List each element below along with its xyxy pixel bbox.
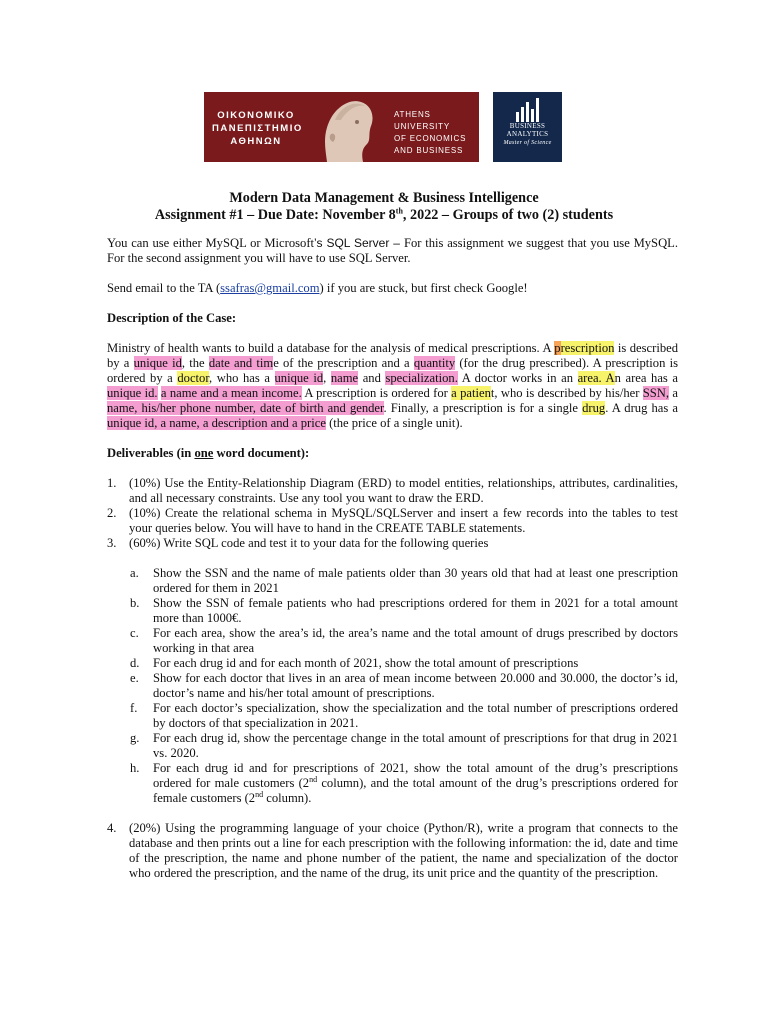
ba-logo-subtext: Master of Science — [503, 140, 552, 146]
document-body — [107, 236, 678, 881]
ba-logo-text: BUSINESS — [509, 122, 546, 130]
aueb-english-line: ATHENS UNIVERSITY — [394, 110, 451, 131]
aueb-greek-line: ΠΑΝΕΠΙΣΤΗΜΙΟ — [212, 123, 303, 134]
title-line: Assignment #1 – Due Date: November 8th, 2022 – Groups of two (2) students — [154, 206, 614, 223]
deliverable-item: 2. (10%) Create the relational schema in MySQL/SQLServer and insert a few records into the tables to test your queries below. You will have to hand in the CREATE TABLE statements. — [107, 506, 678, 535]
query-item: c. For each area, show the area’s id, the area’s name and the total amount of drugs prescribed by doctors working in that area — [130, 626, 678, 655]
contact-paragraph: Send email to the TA (ssafras@gmail.com) if you are stuck, but first check Google! — [107, 281, 528, 295]
query-item: b. Show the SSN of female patients who had prescriptions ordered for them in 2021 for a total amount more than 1000€. — [130, 596, 678, 625]
aueb-greek-line: ΑΘΗΝΩΝ — [230, 136, 282, 147]
document-title — [0, 190, 768, 224]
deliverable-item: 3. (60%) Write SQL code and test it to your data for the following queries a. Show the SSN and the name of male patients older than 30 years old that had at least one prescription ordered for them in 2021 b. Show the SSN of female patients who had prescriptions ordered for them in 2021 for a total amount more than 1000€. c. For each area, show the area’s id, the area’s name and the total amount of drugs prescribed by doctors working in that area d. For each drug id and for each month of 2021, show the total amount of prescriptions e. Show for each doctor that lives in an area of mean income between 20.000 and 30.000, the doctor’s id, doctor’s name and his/her total amount of prescriptions. f. For each doctor’s specialization, show the specialization and the total number of prescriptions ordered by doctors of that specialization in 2021. g. For each drug id, show the percentage change in the total amount of prescriptions for that drug in 2021 vs. 2020. h. For each drug id and for prescriptions of 2021, show the total amount of the drug’s prescriptions ordered for male customers (2nd column), and the total amount of the drug’s prescriptions ordered for female customers (2nd column). — [107, 536, 678, 805]
query-item: h. For each drug id and for prescriptions of 2021, show the total amount of the drug’s prescriptions ordered for male customers (2nd column), and the total amount of the drug’s prescriptions ordered for female customers (2nd column). — [130, 761, 678, 805]
query-item: f. For each doctor’s specialization, show the specialization and the total number of prescriptions ordered by doctors of that specialization in 2021. — [130, 701, 678, 730]
business-analytics-logo — [493, 92, 562, 162]
aueb-english-line: AND BUSINESS — [394, 146, 464, 155]
query-item: g. For each drug id, show the percentage change in the total amount of prescriptions for that drug in 2021 vs. 2020. — [130, 731, 678, 760]
deliverables-heading: Deliverables (in one word document): — [107, 446, 310, 460]
query-item: d. For each drug id and for each month of 2021, show the total amount of prescriptions — [130, 656, 579, 670]
query-list — [130, 566, 678, 806]
aueb-english-line: OF ECONOMICS — [394, 134, 467, 143]
aueb-english-name — [394, 109, 476, 157]
query-item: e. Show for each doctor that lives in an area of mean income between 20.000 and 30.000, the doctor’s id, doctor’s name and his/her total amount of prescriptions. — [130, 671, 678, 700]
athena-head-icon — [305, 92, 385, 162]
ta-email-link[interactable]: ssafras@gmail.com — [220, 281, 320, 295]
query-item: a. Show the SSN and the name of male patients older than 30 years old that had at least one prescription ordered for them in 2021 — [130, 566, 678, 595]
deliverable-item: 4. (20%) Using the programming language of your choice (Python/R), write a program that connects to the database and then prints out a line for each prescription with the following information: the id, date and time of the prescription, the name and phone number of the patient, the name and specialization of the doctor who ordered the prescription, and the name of the drug, its unit price and the quantity of the prescription. — [107, 821, 678, 880]
title-line: Modern Data Management & Business Intelligence — [229, 190, 539, 206]
deliverables-list-continued — [107, 821, 678, 881]
case-heading: Description of the Case: — [107, 311, 237, 325]
ba-logo-text: ANALYTICS — [506, 130, 549, 138]
bar-chart-icon — [514, 96, 542, 122]
aueb-greek-name — [212, 109, 303, 148]
intro-paragraph: You can use either MySQL or Microsoft’s SQL Server – For this assignment we suggest that you use MySQL. For the second assignment you will have to use SQL Server. — [107, 236, 678, 265]
deliverables-list — [107, 476, 678, 806]
aueb-logo — [204, 92, 479, 162]
case-description: Ministry of health wants to build a database for the analysis of medical prescriptions. A prescription is described by a unique id, the date and time of the prescription and a quantity (for the drug prescribed). A prescription is ordered by a doctor, who has a unique id, name and specialization. A doctor works in an area. An area has a unique id. a name and a mean income. A prescription is ordered for a patient, who is described by his/her SSN, a name, his/her phone number, date of birth and gender. Finally, a prescription is for a single drug. A drug has a unique id, a name, a description and a price (the price of a single unit). — [107, 341, 679, 430]
aueb-greek-line: ΟΙΚΟΝΟΜΙΚΟ — [217, 110, 295, 121]
deliverable-item: 1. (10%) Use the Entity-Relationship Diagram (ERD) to model entities, relationships, attributes, cardinalities, and all necessary constraints. Use any tool you want to draw the ERD. — [107, 476, 678, 505]
